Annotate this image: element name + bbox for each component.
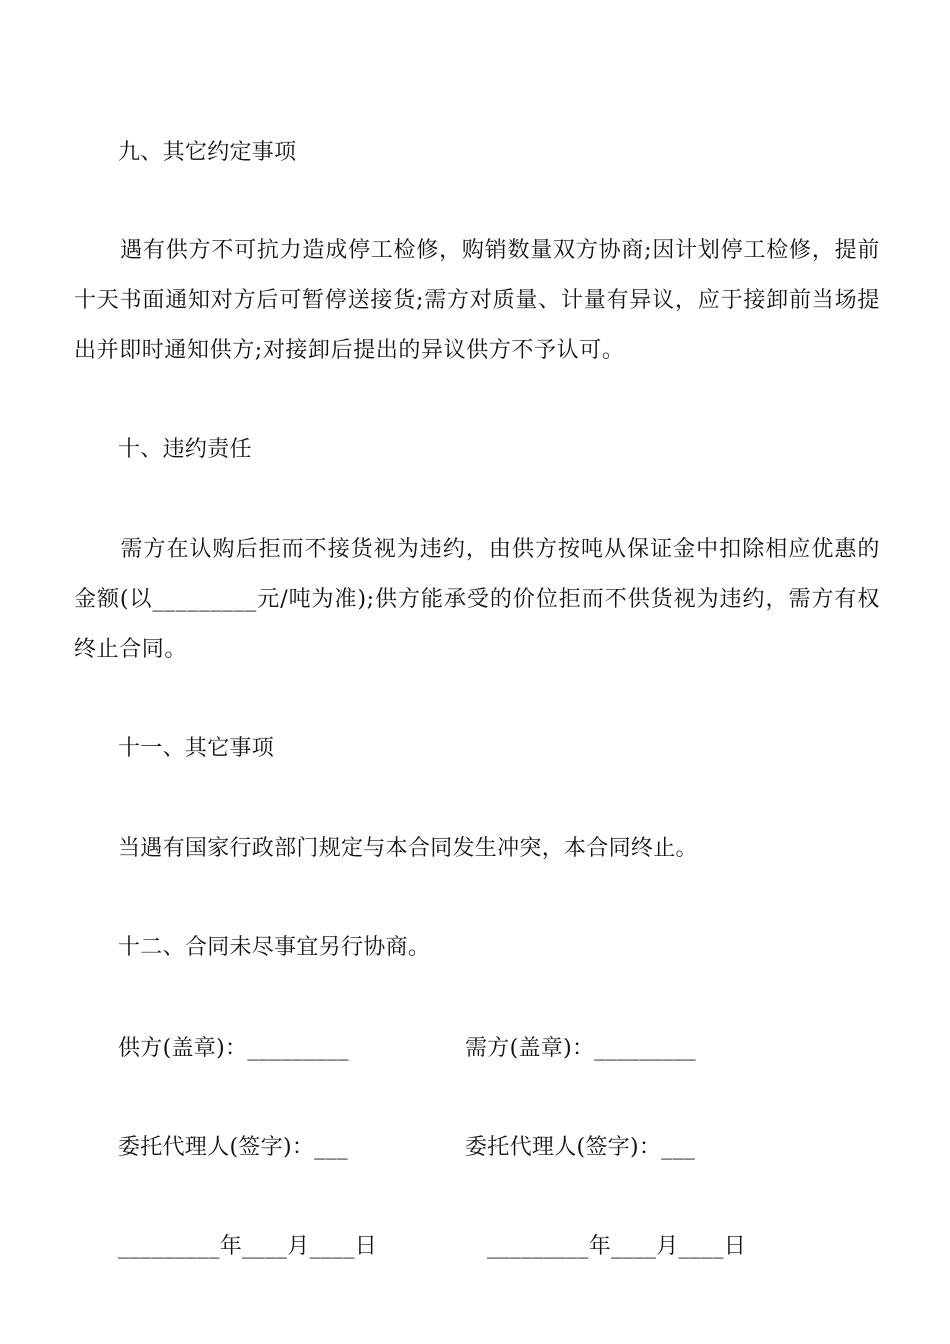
- buyer-agent-field: 委托代理人(签字)：___: [465, 1135, 696, 1160]
- buyer-date-field: _________年____月____日: [487, 1234, 746, 1259]
- section-11-heading: 十一、其它事项: [118, 736, 275, 761]
- buyer-seal-field: 需方(盖章)：_________: [465, 1036, 696, 1061]
- section-9-heading: 九、其它约定事项: [118, 140, 297, 165]
- section-9-body: [74, 226, 880, 376]
- section-10-body: [74, 525, 880, 675]
- section-10-heading: 十、违约责任: [118, 437, 252, 462]
- section-10-text: 需方在认购后拒而不接货视为违约，由供方按吨从保证金中扣除相应优惠的金额(以_________元/吨为准);供方能承受的价位拒而不供货视为违约，需方有权终止合同。: [74, 537, 880, 662]
- section-11-body: 当遇有国家行政部门规定与本合同发生冲突，本合同终止。: [118, 836, 698, 861]
- supplier-date-field: _________年____月____日: [118, 1234, 377, 1259]
- section-12-heading: 十二、合同未尽事宜另行协商。: [118, 935, 431, 960]
- supplier-agent-field: 委托代理人(签字)：___: [118, 1135, 349, 1160]
- supplier-seal-field: 供方(盖章)：_________: [118, 1036, 349, 1061]
- section-9-text: 遇有供方不可抗力造成停工检修，购销数量双方协商;因计划停工检修，提前十天书面通知对方后可暂停送接货;需方对质量、计量有异议，应于接卸前当场提出并即时通知供方;对接卸后提出的异议供方不予认可。: [74, 238, 880, 363]
